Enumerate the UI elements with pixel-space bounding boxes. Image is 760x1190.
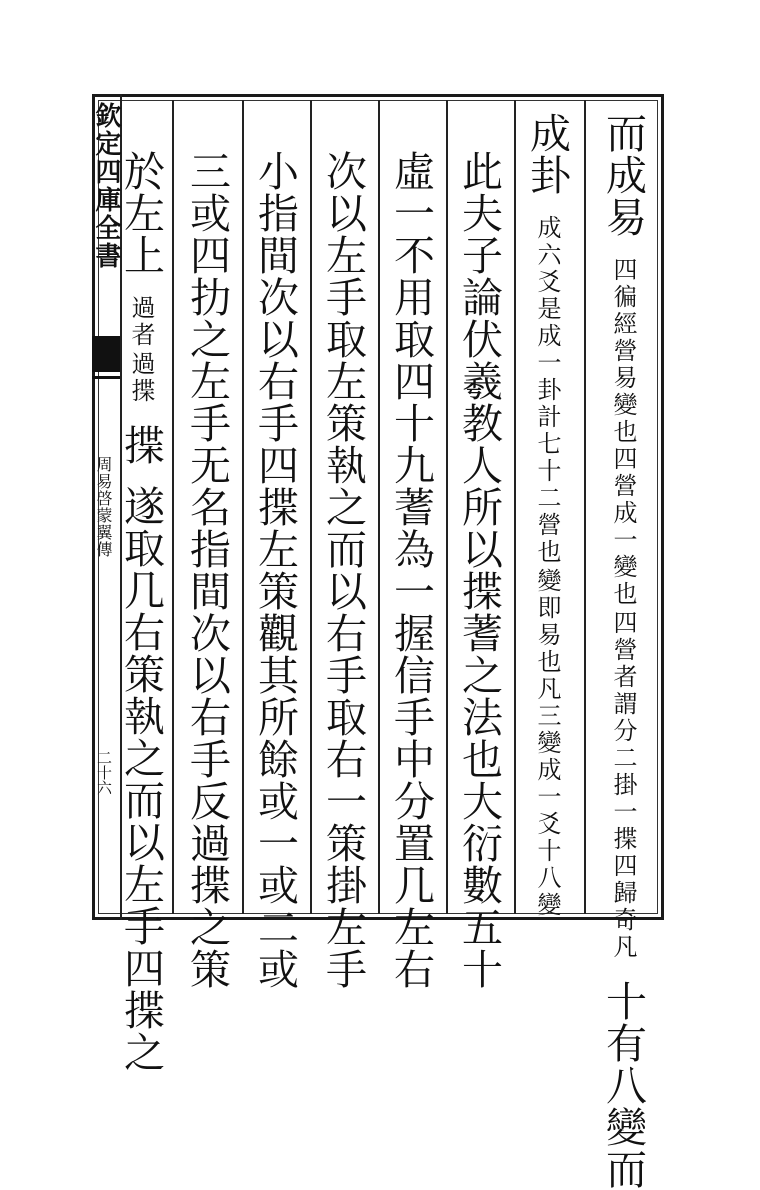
main-text: 於左上 bbox=[117, 150, 165, 276]
commentary-block bbox=[611, 257, 635, 961]
commentary-line: 成六爻是成一卦計七十二營也 bbox=[533, 215, 561, 566]
text-column-5: 次以左手取左策執之而以右手取右一策掛左手 bbox=[319, 150, 367, 990]
main-text: 成卦 bbox=[523, 112, 571, 196]
commentary-line: 變即易也凡三變成一爻十八變 bbox=[533, 568, 561, 919]
text-column-3: 此夫子論伏羲教人所以揲蓍之法也大衍數五十 bbox=[455, 150, 503, 990]
commentary-line: 過者 bbox=[127, 295, 155, 349]
column-rule bbox=[584, 100, 586, 914]
column-rule bbox=[514, 100, 516, 914]
main-text: 而成易 bbox=[599, 112, 647, 238]
text-column-8 bbox=[117, 150, 165, 1073]
column-rule bbox=[310, 100, 312, 914]
fish-tail-line bbox=[92, 376, 120, 379]
main-text: 揲 bbox=[117, 424, 165, 466]
commentary-block bbox=[129, 295, 153, 405]
text-column-4: 虛一不用取四十九蓍為一握信手中分置几左右 bbox=[387, 150, 435, 990]
column-rule bbox=[172, 100, 174, 914]
book-title: 周易啓蒙翼傳 bbox=[94, 456, 113, 558]
commentary-block bbox=[535, 215, 559, 919]
fish-tail-mark bbox=[92, 336, 120, 372]
column-rule bbox=[446, 100, 448, 914]
column-rule bbox=[242, 100, 244, 914]
page-number: 二十六 bbox=[95, 750, 113, 795]
commentary-line: 四營者謂分二掛一揲四歸奇凡 bbox=[609, 610, 637, 961]
text-column-7: 三或四扐之左手无名指間次以右手反過揲之策 bbox=[183, 150, 231, 990]
text-column-6: 小指間次以右手四揲左策觀其所餘或一或二或 bbox=[251, 150, 299, 990]
column-rule bbox=[378, 100, 380, 914]
text-column-1 bbox=[599, 112, 647, 1190]
text-column-2 bbox=[523, 112, 571, 919]
commentary-line: 過揲 bbox=[127, 351, 155, 405]
collection-title: 欽定四庫全書 bbox=[91, 102, 121, 270]
commentary-line: 四徧經營易變也四營成一變也 bbox=[609, 257, 637, 608]
main-text: 遂取几右策執之而以左手四揲之 bbox=[117, 485, 165, 1073]
main-text: 十有八變而 bbox=[599, 980, 647, 1190]
